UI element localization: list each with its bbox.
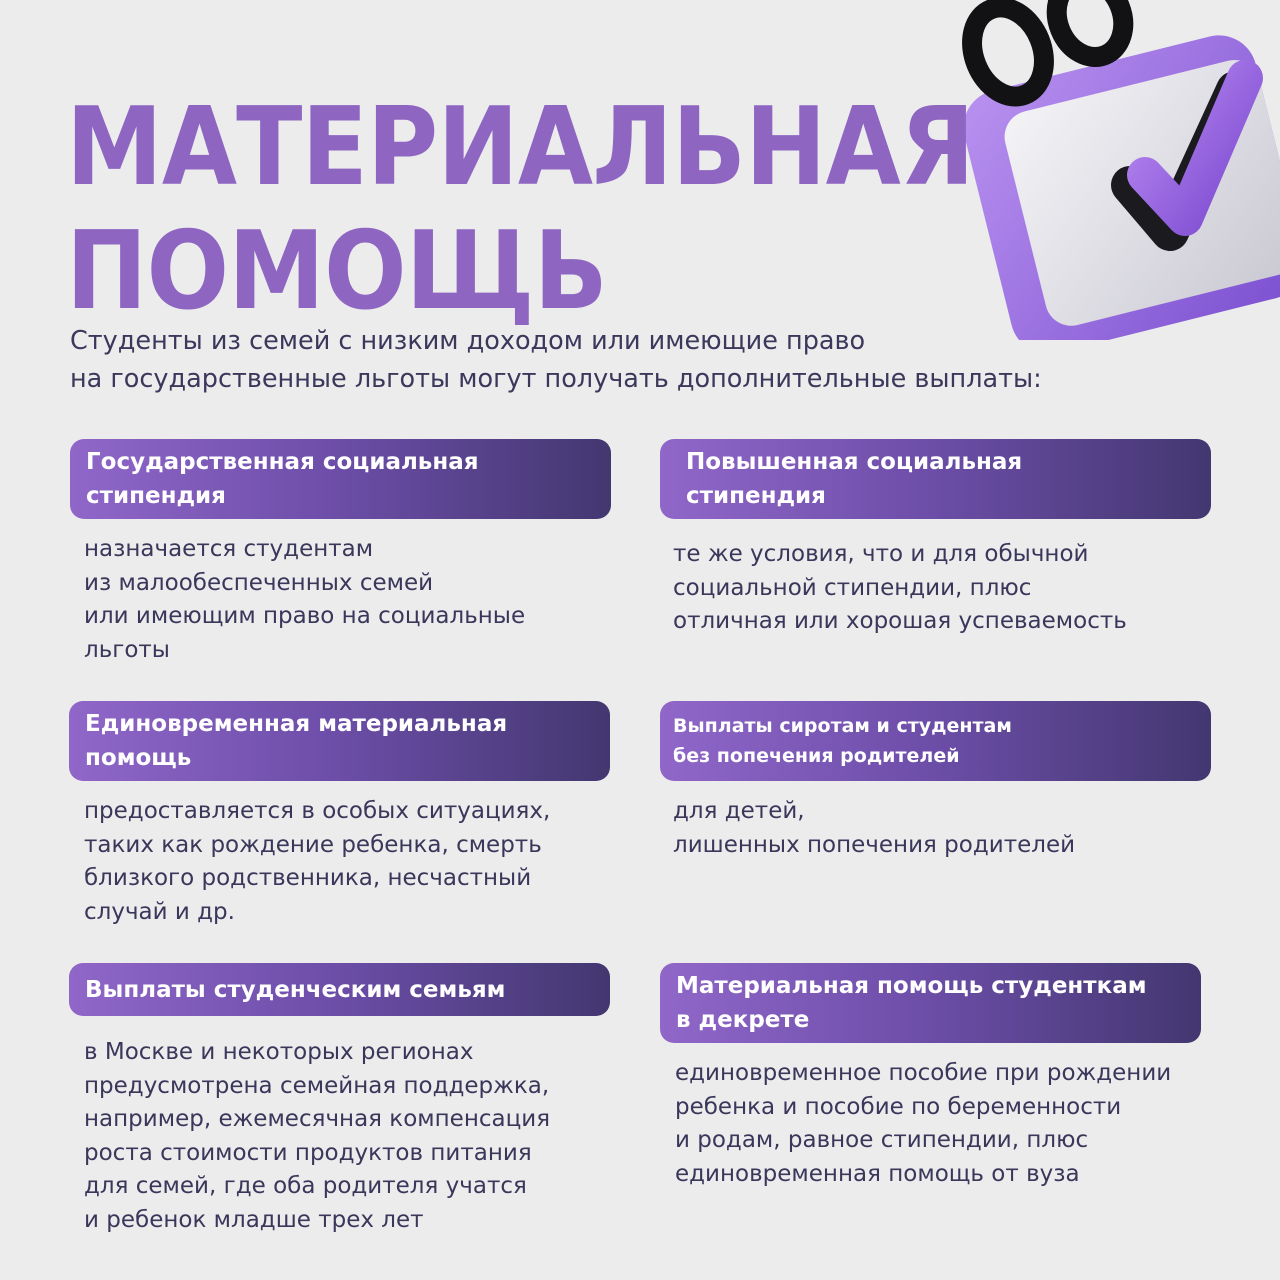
- card-header-line: стипендия: [86, 483, 226, 509]
- card-header-line: без попечения родителей: [673, 745, 960, 767]
- card-header-orphans-payments: [660, 701, 1211, 781]
- card-body-line: ребенка и пособие по беременности: [675, 1093, 1122, 1120]
- intro-line: Студенты из семей с низким доходом или имеющие право: [70, 326, 866, 356]
- card-body-student-families: [84, 1036, 550, 1237]
- card-body-line: единовременная помощь от вуза: [675, 1160, 1080, 1187]
- card-body-line: для детей,: [673, 798, 805, 824]
- page-title: [66, 86, 974, 334]
- card-body-line: для семей, где оба родителя учатся: [84, 1173, 527, 1199]
- card-header-line: Единовременная материальная: [85, 711, 508, 737]
- card-body-line: близкого родственника, несчастный: [84, 865, 532, 891]
- card-body-line: из малообеспеченных семей: [84, 569, 434, 596]
- intro-line: на государственные льготы могут получать дополнительные выплаты:: [70, 364, 1042, 394]
- card-header-line: Государственная социальная: [86, 449, 479, 475]
- card-header-line: стипендия: [686, 483, 826, 509]
- card-body-line: отличная или хорошая успеваемость: [673, 608, 1127, 634]
- card-header-line: в декрете: [676, 1007, 810, 1033]
- card-body-line: единовременное пособие при рождении: [675, 1060, 1172, 1086]
- card-body-line: и ребенок младше трех лет: [84, 1206, 424, 1233]
- card-body-line: таких как рождение ребенка, смерть: [84, 831, 542, 858]
- card-header-increased-social-stipend: [660, 439, 1211, 519]
- card-body-line: льготы: [84, 636, 170, 663]
- card-body-line: социальной стипендии, плюс: [673, 574, 1032, 601]
- card-body-increased-social-stipend: [673, 538, 1127, 639]
- card-body-line: назначается студентам: [84, 536, 374, 562]
- page-title-line: МАТЕРИАЛЬНАЯ: [66, 85, 974, 210]
- card-body-line: случай и др.: [84, 898, 235, 925]
- card-body-one-time-aid: [84, 795, 550, 929]
- card-body-state-social-stipend: [84, 533, 525, 667]
- card-body-line: предусмотрена семейная поддержка,: [84, 1072, 550, 1099]
- card-header-line: Выплаты студенческим семьям: [85, 976, 506, 1003]
- card-body-line: лишенных попечения родителей: [673, 831, 1076, 858]
- card-body-line: предоставляется в особых ситуациях,: [84, 798, 551, 824]
- card-body-line: например, ежемесячная компенсация: [84, 1106, 551, 1132]
- card-body-line: те же условия, что и для обычной: [673, 541, 1089, 567]
- card-body-line: и родам, равное стипендии, плюс: [675, 1127, 1089, 1153]
- card-body-line: в Москве и некоторых регионах: [84, 1039, 474, 1065]
- card-body-orphans-payments: [673, 795, 1075, 862]
- intro-text: [70, 322, 1170, 398]
- card-header-student-families: [69, 963, 610, 1016]
- card-body-maternity-aid: [675, 1057, 1171, 1191]
- page-title-line: ПОМОЩЬ: [66, 209, 607, 334]
- card-body-line: или имеющим право на социальные: [84, 603, 526, 629]
- calendar-check-icon: [940, 0, 1280, 340]
- card-header-one-time-aid: [69, 701, 610, 781]
- card-header-line: Выплаты сиротам и студентам: [673, 715, 1012, 737]
- card-header-line: Повышенная социальная: [686, 449, 1023, 475]
- card-header-maternity-aid: [660, 963, 1201, 1043]
- card-body-line: роста стоимости продуктов питания: [84, 1139, 532, 1166]
- card-header-state-social-stipend: [70, 439, 611, 519]
- card-header-line: Материальная помощь студенткам: [676, 973, 1147, 999]
- card-header-line: помощь: [85, 745, 192, 771]
